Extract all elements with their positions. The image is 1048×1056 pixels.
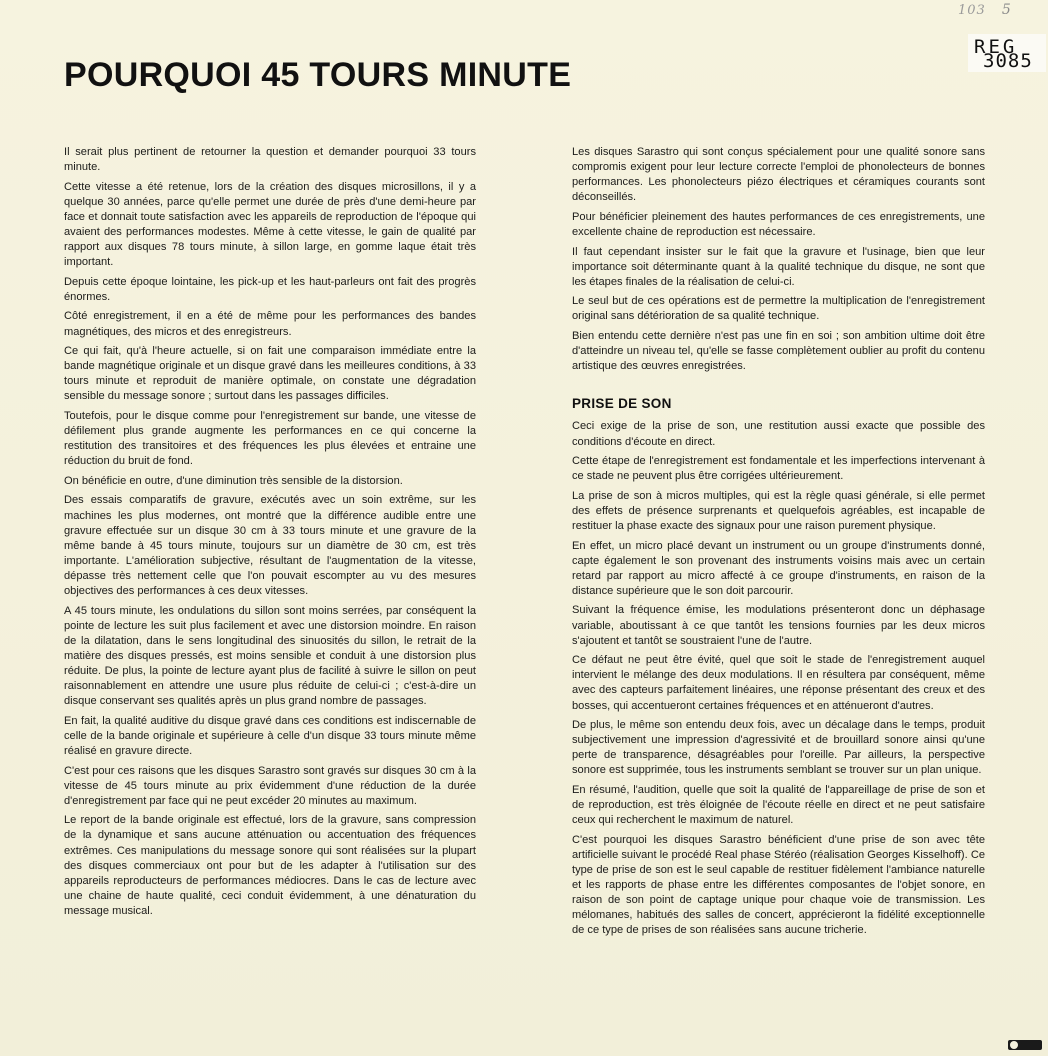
section-heading: PRISE DE SON (572, 396, 672, 412)
paragraph: Ceci exige de la prise de son, une restitution aussi exacte que possible des conditions d'écoute en direct. (572, 420, 985, 448)
paragraph: De plus, le même son entendu deux fois, avec un décalage dans le temps, produit subjectivement une impression d'agressivité et de brouillard sonore ainsi qu'une perte de transparence, désagréables pour l'oreille. Par ailleurs, la perspective sonore est supprimée, tous les instruments semblant se trouver sur un plan unique. (572, 719, 985, 777)
page-title: POURQUOI 45 TOURS MINUTE (64, 56, 572, 94)
paragraph: Il faut cependant insister sur le fait que la gravure et l'usinage, bien que leur importance soit déterminante quant à la qualité technique du disque, ne sont que les étapes finales de la réalisation de celui-ci. (572, 245, 985, 288)
paragraph: En effet, un micro placé devant un instrument ou un groupe d'instruments donné, capte également le son provenant des instruments voisins mais avec un certain retard par rapport au micro affecté à ce groupe d'instruments, en raison de la distance supérieure que le son doit parcourir. (572, 539, 985, 597)
stamp-line-2: 3085 (983, 50, 1033, 72)
left-column (64, 145, 476, 924)
paragraph: Suivant la fréquence émise, les modulations présenteront donc un déphasage variable, aboutissant à ce que tantôt les tensions fournies par les deux micros s'ajoutent et tantôt se soustraient l'une de l'autre. (572, 604, 985, 647)
paragraph: C'est pourquoi les disques Sarastro bénéficient d'une prise de son avec tête artificielle suivant le procédé Real phase Stéréo (réalisation Georges Kisselhoff). Ce type de prise de son est le seul capable de restituer fidèlement l'ambiance naturelle et les rapports de phase entre les différentes composantes de l'objet sonore, en raison de son point de captage unique pour chaque voie de transmission. Les mélomanes, habitués des salles de concert, apprécieront la fidélité exceptionnelle de ce type de prises de son réalisées sans aucune tricherie. (572, 833, 985, 937)
paragraph: En fait, la qualité auditive du disque gravé dans ces conditions est indiscernable de celle de la bande originale et supérieure à celle d'un disque 33 tours minute même réalisé en gravure directe. (64, 714, 476, 757)
pencil-mark-2: 5 (1001, 2, 1012, 18)
paragraph: Des essais comparatifs de gravure, exécutés avec un soin extrême, sur les machines les plus modernes, ont montré que la différence audible entre une gravure effectuée sur un disque 30 cm à 33 tours minute et une gravure de la même bande à 45 tours minute, toujours sur un diamètre de 30 cm, est très importante. L'amélioration subjective, résultant de l'augmentation de la vitesse, dépasse très nettement celle que l'on pouvait escompter au vu des mesures objectives des performances à ces deux vitesses. (64, 494, 476, 598)
paragraph: La prise de son à micros multiples, qui est la règle quasi générale, si elle permet des effets de présence surprenants et quelquefois agréables, est incapable de restituer la phase exacte des signaux pour une raison purement physique. (572, 489, 985, 532)
paragraph: En résumé, l'audition, quelle que soit la qualité de l'appareillage de prise de son et de reproduction, est très éloignée de l'écoute réelle en direct et ne peut satisfaire ceux qui recherchent le maximum de naturel. (572, 783, 985, 827)
paragraph: Depuis cette époque lointaine, les pick-up et les haut-parleurs ont fait des progrès énormes. (64, 275, 476, 303)
paragraph: Cette étape de l'enregistrement est fondamentale et les imperfections intervenant à ce stade ne peuvent plus être corrigées ultérieurement. (572, 455, 985, 483)
paragraph: Cette vitesse a été retenue, lors de la création des disques microsillons, il y a quelque 30 années, parce qu'elle permet une durée de près d'une demi-heure par face et donnait toute satisfaction avec les appareils de reproduction de l'époque qui avaient des performances modestes. Même à cette vitesse, le gain de qualité par rapport aux disques 78 tours minute, à sillon large, en gomme laque était très important. (64, 180, 476, 269)
paragraph: Côté enregistrement, il en a été de même pour les performances des bandes magnétiques, des micros et des enregistreurs. (64, 310, 476, 338)
stamp-line-1: REG (974, 36, 1018, 58)
right-column (572, 145, 985, 943)
pencil-mark-1: 103 (958, 3, 986, 18)
paragraph: Le seul but de ces opérations est de permettre la multiplication de l'enregistrement original sans détérioration de sa qualité technique. (572, 295, 985, 323)
printer-logo-icon (1008, 1040, 1042, 1050)
paragraph: C'est pour ces raisons que les disques Sarastro sont gravés sur disques 30 cm à la vitesse de 45 tours minute au prix évidemment d'une réduction de la durée d'enregistrement par face qui ne peut excéder 20 minutes au maximum. (64, 764, 476, 807)
paragraph: Ce défaut ne peut être évité, quel que soit le stade de l'enregistrement auquel intervient le mélange des deux modulations. Il en résultera par conséquent, même avec des capteurs parfaitement linéaires, une réponse présentant des creux et des bosses, qui accentueront certaines fréquences et en atténueront d'autres. (572, 654, 985, 712)
paragraph: On bénéficie en outre, d'une diminution très sensible de la distorsion. (64, 474, 403, 487)
paragraph: Il serait plus pertinent de retourner la question et demander pourquoi 33 tours minute. (64, 146, 476, 174)
paragraph: Ce qui fait, qu'à l'heure actuelle, si on fait une comparaison immédiate entre la bande magnétique originale et un disque gravé dans les meilleures conditions, à 33 tours minute et reproduit de manière optimale, on constate une dégradation sensible du message sonore ; surtout dans les passages difficiles. (64, 345, 476, 403)
paragraph: A 45 tours minute, les ondulations du sillon sont moins serrées, par conséquent la pointe de lecture les suit plus facilement et avec une distorsion moindre. En raison de la dilatation, dans le sens longitudinal des sinuosités du sillon, le retrait de la matière des disques pressés, est moins sensible et conduit à une distorsion plus réduite. De plus, la pointe de lecture ayant plus de facilité à suivre le sillon on peut raisonnablement en attendre une usure plus réduite de celui-ci ; c'est-à-dire un disque conservant ses qualités après un plus grand nombre de passages. (64, 604, 476, 708)
paragraph: Bien entendu cette dernière n'est pas une fin en soi ; son ambition ultime doit être d'atteindre un niveau tel, qu'elle se fasse complètement oublier au profit du contenu artistique des œuvres enregistrées. (572, 330, 985, 373)
catalog-stamp (968, 34, 1046, 72)
pencil-annotation (958, 2, 1012, 18)
paragraph: Pour bénéficier pleinement des hautes performances de ces enregistrements, une excellente chaine de reproduction est nécessaire. (572, 210, 985, 238)
paragraph: Toutefois, pour le disque comme pour l'enregistrement sur bande, une vitesse de défilement plus grande augmente les performances en ce qui concerne la restitution des transitoires et des fréquences les plus élevées et entraine une réduction du bruit de fond. (64, 410, 476, 468)
paragraph: Les disques Sarastro qui sont conçus spécialement pour une qualité sonore sans compromis exigent pour leur lecture correcte l'emploi de phonolecteurs de bonnes performances. Les phonolecteurs piézo électriques et céramiques courants sont déconseillés. (572, 146, 985, 204)
paragraph: Le report de la bande originale est effectué, lors de la gravure, sans compression de la dynamique et sans aucune atténuation ou accentuation des fréquences extrêmes. Ces manipulations du message sonore qui sont réalisées sur la plupart des disques commerciaux ont pour but de les adapter à l'utilisation sur des appareils reproducteurs de performances médiocres. Dans le cas de lecture avec une chaine de haute qualité, ceci conduit évidemment, à une dénaturation du message musical. (64, 814, 476, 917)
